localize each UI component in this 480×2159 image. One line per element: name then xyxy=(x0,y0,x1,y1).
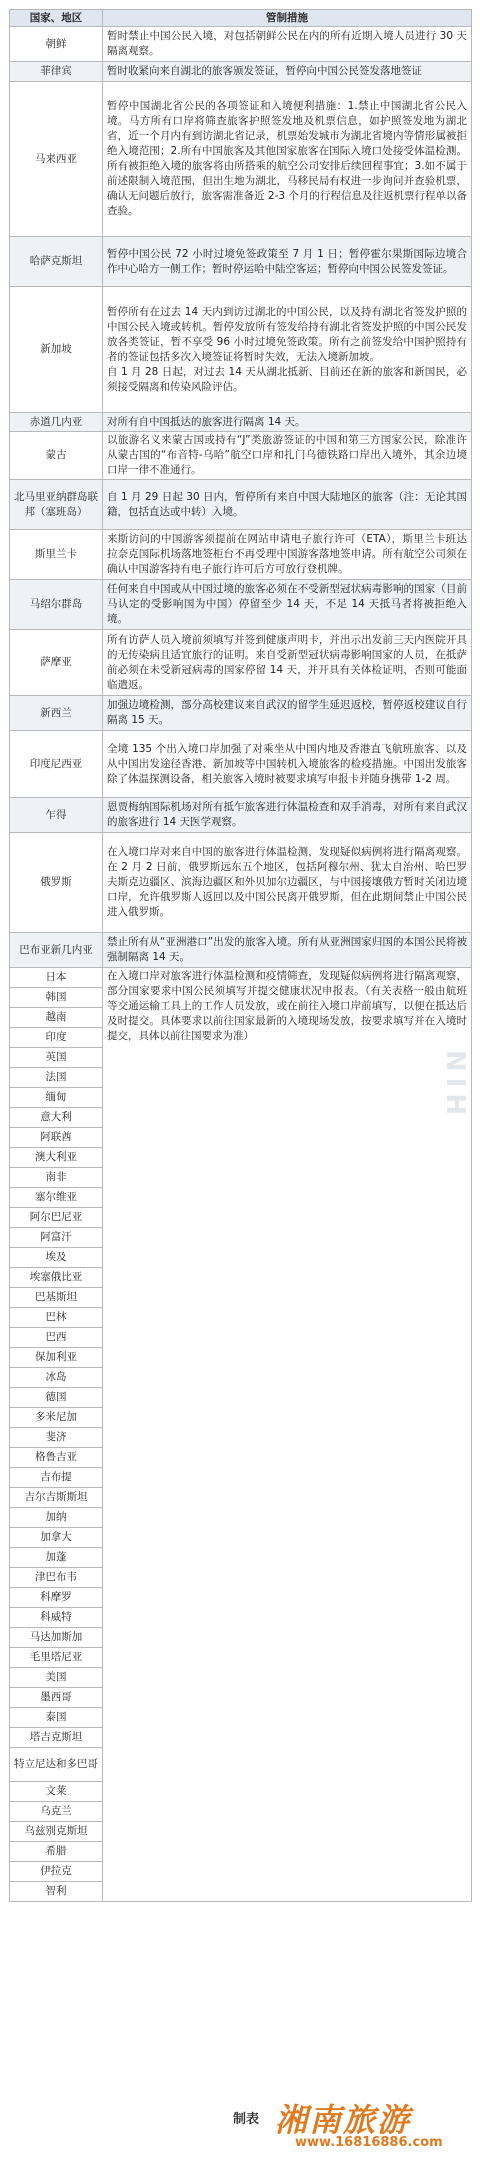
measure-cell: 任何来自中国或从中国过境的旅客必须在不受新型冠状病毒影响的国家（目前马认定的受影响国为中国）停留至少 14 天，不足 14 天抵马者将被拒绝入境。 xyxy=(103,580,472,630)
country-cell: 美国 xyxy=(10,1668,103,1688)
country-cell: 俄罗斯 xyxy=(10,833,103,933)
country-cell: 马绍尔群岛 xyxy=(10,580,103,630)
country-cell: 德国 xyxy=(10,1388,103,1408)
country-cell: 阿富汗 xyxy=(10,1228,103,1248)
country-cell: 津巴布韦 xyxy=(10,1568,103,1588)
watermark-url: www.16816886.com xyxy=(295,2135,443,2150)
country-cell: 印度尼西亚 xyxy=(10,731,103,798)
table-row xyxy=(10,62,472,82)
country-cell: 埃及 xyxy=(10,1248,103,1268)
country-cell: 缅甸 xyxy=(10,1088,103,1108)
watermark-side-text: NIH xyxy=(440,1050,470,1122)
table-row xyxy=(10,432,472,480)
country-cell: 英国 xyxy=(10,1048,103,1068)
measure-cell: 暂时禁止中国公民入境，对包括朝鲜公民在内的所有近期入境人员进行 30 天隔离观察。 xyxy=(103,27,472,62)
country-cell: 格鲁吉亚 xyxy=(10,1448,103,1468)
country-cell: 新加坡 xyxy=(10,287,103,413)
table-row xyxy=(10,480,472,530)
country-cell: 加拿大 xyxy=(10,1528,103,1548)
table-row xyxy=(10,413,472,432)
country-cell: 吉尔吉斯斯坦 xyxy=(10,1488,103,1508)
country-cell: 马来西亚 xyxy=(10,82,103,237)
measure-cell: 加强边境检测，部分高校建议来自武汉的留学生延迟返校，暂停返校建议自行隔离 15 天。 xyxy=(103,696,472,731)
policy-table xyxy=(9,9,472,1902)
table-row xyxy=(10,696,472,731)
country-cell: 蒙古 xyxy=(10,432,103,480)
country-cell: 斐济 xyxy=(10,1428,103,1448)
table-row xyxy=(10,833,472,933)
country-cell: 乌兹别克斯坦 xyxy=(10,1822,103,1842)
measure-cell: 全境 135 个出入境口岸加强了对乘坐从中国内地及香港直飞航班旅客、以及从中国出发途径香港、新加坡等中国转机入境旅客的检疫措施。中国出发旅客除了体温探测设备，相关旅客入境时被要求填写申报卡并随身携带 1-2 周。 xyxy=(103,731,472,798)
table-row xyxy=(10,580,472,630)
country-cell: 印度 xyxy=(10,1028,103,1048)
measure-cell: 恩贾梅纳国际机场对所有抵乍旅客进行体温检查和双手消毒，对所有来自武汉的旅客进行 14 天医学观察。 xyxy=(103,798,472,833)
country-cell: 哈萨克斯坦 xyxy=(10,237,103,287)
country-cell: 南非 xyxy=(10,1168,103,1188)
country-cell: 赤道几内亚 xyxy=(10,413,103,432)
country-cell: 日本 xyxy=(10,968,103,988)
country-cell: 科威特 xyxy=(10,1608,103,1628)
country-cell: 塞尔维亚 xyxy=(10,1188,103,1208)
measure-cell: 暂停所有在过去 14 天内到访过湖北的中国公民，以及持有湖北省签发护照的中国公民入境或转机。暂停发放所有签发给持有湖北省签发护照的中国公民发放各类签证，暂不享受 96 小时过境免签政策。所有之前签发给中国护照持有者的签证包括多次入境签证将暂时失效，无法入境新加坡。 自 1 月 28 日起，对过去 14 天从湖北抵新、目前还在新的旅客和新国民，必须接受隔离和传染风险评估。 xyxy=(103,287,472,413)
country-cell: 意大利 xyxy=(10,1108,103,1128)
country-cell: 北马里亚纳群岛联邦（塞班岛） xyxy=(10,480,103,530)
measure-cell: 来斯访问的中国游客须提前在网站申请电子旅行许可（ETA），斯里兰卡班达拉奈克国际机场落地签柜台不再受理中国游客落地签申请。所有航空公司须在确认中国游客持有电子旅行许可后方可放行登机牌。 xyxy=(103,530,472,580)
table-row xyxy=(10,27,472,62)
table-header-row xyxy=(10,10,472,27)
country-cell: 智利 xyxy=(10,1882,103,1902)
country-cell: 加纳 xyxy=(10,1508,103,1528)
country-cell: 乌克兰 xyxy=(10,1802,103,1822)
table-row xyxy=(10,237,472,287)
country-cell: 斯里兰卡 xyxy=(10,530,103,580)
table-row xyxy=(10,798,472,833)
country-cell: 新西兰 xyxy=(10,696,103,731)
table-row xyxy=(10,530,472,580)
table-row xyxy=(10,968,472,988)
footer xyxy=(0,2090,480,2159)
measure-cell: 以旅游名义来蒙古国或持有“J”类旅游签证的中国和第三方国家公民，除准许从蒙古国的“布音特-乌哈”航空口岸和扎门乌德铁路口岸出入境外，其余边境口岸一律不准通行。 xyxy=(103,432,472,480)
watermark-logo xyxy=(275,2095,470,2155)
measure-cell: 所有访萨人员入境前须填写并签到健康声明卡，并出示出发前三天内医院开具的无传染病且适宜旅行的证明。来自受新型冠状病毒影响国家的人员，在抵萨前必须在未受新冠病毒的国家停留 14 天，并开具有关体检证明，否则可能面临遣返。 xyxy=(103,630,472,696)
country-cell: 希腊 xyxy=(10,1842,103,1862)
country-cell: 埃塞俄比亚 xyxy=(10,1268,103,1288)
header-country: 国家、地区 xyxy=(10,10,103,27)
country-cell: 越南 xyxy=(10,1008,103,1028)
country-cell: 阿联酋 xyxy=(10,1128,103,1148)
header-measure: 管制措施 xyxy=(103,10,472,27)
country-cell: 巴基斯坦 xyxy=(10,1288,103,1308)
country-cell: 多米尼加 xyxy=(10,1408,103,1428)
country-cell: 塔吉克斯坦 xyxy=(10,1728,103,1748)
country-cell: 菲律宾 xyxy=(10,62,103,82)
country-cell: 墨西哥 xyxy=(10,1688,103,1708)
country-cell: 保加利亚 xyxy=(10,1348,103,1368)
country-cell: 加蓬 xyxy=(10,1548,103,1568)
country-cell: 巴林 xyxy=(10,1308,103,1328)
country-cell: 泰国 xyxy=(10,1708,103,1728)
country-cell: 科摩罗 xyxy=(10,1588,103,1608)
watermark-main-text: 湘南旅游 xyxy=(275,2101,412,2139)
table-row xyxy=(10,731,472,798)
country-cell: 马达加斯加 xyxy=(10,1628,103,1648)
country-cell: 阿尔巴尼亚 xyxy=(10,1208,103,1228)
country-cell: 萨摩亚 xyxy=(10,630,103,696)
measure-cell: 暂停中国公民 72 小时过境免签政策至 7 月 1 日；暂停霍尔果斯国际边境合作中心哈方一侧工作；暂时停运哈中陆空客运；暂停向中国公民签发签证。 xyxy=(103,237,472,287)
country-cell: 韩国 xyxy=(10,988,103,1008)
country-cell: 吉布提 xyxy=(10,1468,103,1488)
country-cell: 文莱 xyxy=(10,1782,103,1802)
country-cell: 巴西 xyxy=(10,1328,103,1348)
country-cell: 特立尼达和多巴哥 xyxy=(10,1748,103,1782)
country-cell: 巴布亚新几内亚 xyxy=(10,933,103,968)
measure-cell: 暂停中国湖北省公民的各项签证和入境便利措施：1.禁止中国湖北省公民入境。马方所有口岸将筛查旅客护照签发地及机票信息，如护照签发地为湖北省，近一个月内有到访湖北省记录，机票始发城市为湖北省境内等情形属被拒绝入境范围；2.所有中国旅客及其他国家旅客在国际入境口处接受体温检测。所有被拒绝入境的旅客将由所搭乘的航空公司安排后续回程事宜；3.如不属于前述限制入境范围，但出生地为湖北，马移民局有权进一步询问并查验机票，确认无问题后放行，旅客需准备近 2-3 个月的行程信息及往返机票行程单以备查验。 xyxy=(103,82,472,237)
shared-measure-cell: 在入境口岸对旅客进行体温检测和疫情筛查，发现疑似病例将进行隔离观察，部分国家要求中国公民须填写并提交健康状况申报表。（有关表格一般由航班等交通运输工具上的工作人员发放，或在前往入境口岸前填写，以便在抵达后及时提交。具体要求以前往国家最新的入境现场发放，按要求填写并在入境时提交，具体以前往国要求为准） xyxy=(103,968,472,1902)
country-cell: 法国 xyxy=(10,1068,103,1088)
table-row xyxy=(10,933,472,968)
measure-cell: 暂时收紧向来自湖北的旅客颁发签证，暂停向中国公民签发落地签证 xyxy=(103,62,472,82)
table-row xyxy=(10,82,472,237)
country-cell: 伊拉克 xyxy=(10,1862,103,1882)
country-cell: 朝鲜 xyxy=(10,27,103,62)
measure-cell: 在入境口岸对来自中国的旅客进行体温检测，发现疑似病例将进行隔离观察。在 2 月 2 日前，俄罗斯远东五个地区，包括阿穆尔州、犹太自治州、哈巴罗夫斯克边疆区、滨海边疆区和外贝加尔边疆区，与中国接壤俄方暂时关闭边境口岸，允许俄罗斯人返回以及中国公民离开俄罗斯，但在此期间禁止中国公民进入俄罗斯。 xyxy=(103,833,472,933)
country-cell: 毛里塔尼亚 xyxy=(10,1648,103,1668)
measure-cell: 对所有自中国抵达的旅客进行隔离 14 天。 xyxy=(103,413,472,432)
table-body xyxy=(10,27,472,1902)
country-cell: 冰岛 xyxy=(10,1368,103,1388)
country-cell: 乍得 xyxy=(10,798,103,833)
table-row xyxy=(10,630,472,696)
country-cell: 澳大利亚 xyxy=(10,1148,103,1168)
table-row xyxy=(10,287,472,413)
measure-cell: 自 1 月 29 日起 30 日内，暂停所有来自中国大陆地区的旅客（注：无论其国籍，包括直达或中转）入境。 xyxy=(103,480,472,530)
footer-caption: 制表 xyxy=(233,2112,260,2127)
measure-cell: 禁止所有从“亚洲港口”出发的旅客入境。所有从亚洲国家归国的本国公民将被强制隔离 14 天。 xyxy=(103,933,472,968)
